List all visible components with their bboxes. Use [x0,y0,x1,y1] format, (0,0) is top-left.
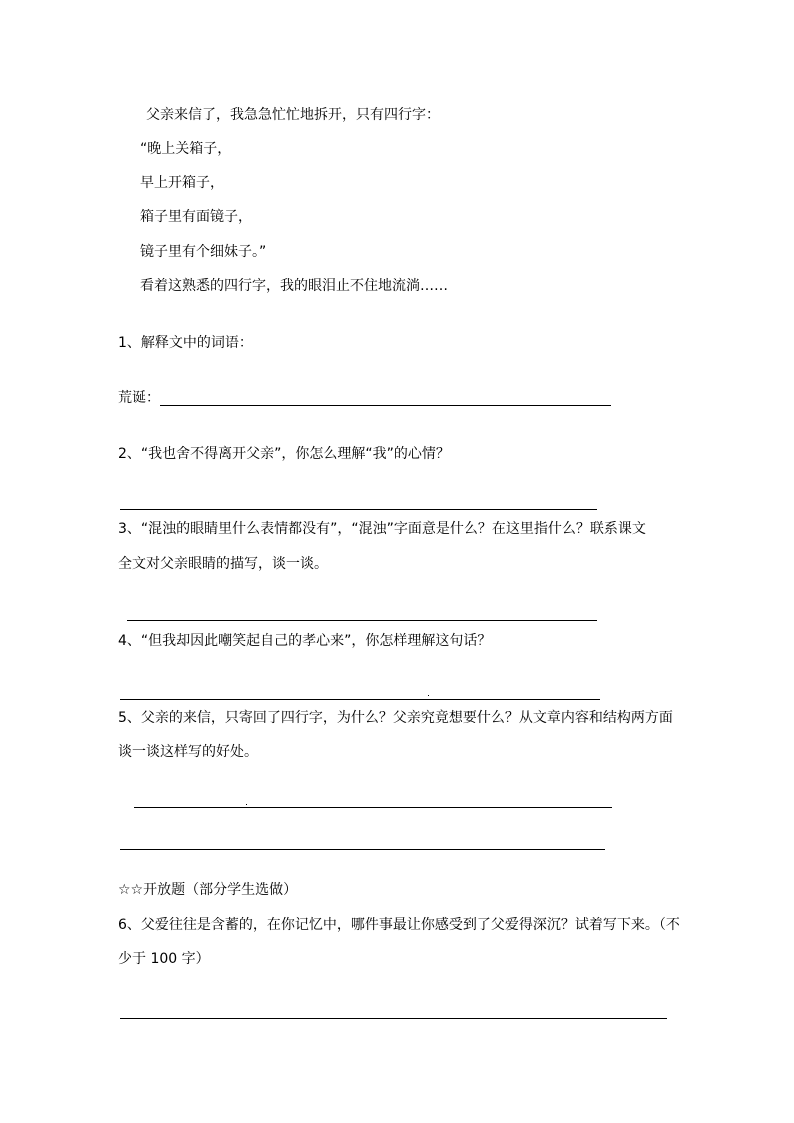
question-4: 4、“但我却因此嘲笑起自己的孝心来”，你怎样理解这句话？ [118,633,492,649]
answer-line-q6[interactable] [120,1018,667,1019]
stray-dot [246,804,247,805]
passage-line-3: 早上开箱子， [140,175,224,191]
stray-dot [428,695,429,696]
question-3-line-2: 全文对父亲眼睛的描写，谈一谈。 [118,556,328,572]
answer-line-q4[interactable] [120,699,600,700]
passage-line-6: 看着这熟悉的四行字，我的眼泪止不住地流淌…… [140,278,448,294]
question-3-line-1: 3、“混浊的眼睛里什么表情都没有”，“混浊”字面意是什么？在这里指什么？联系课文 [118,521,646,537]
question-1: 1、解释文中的词语： [118,335,253,351]
answer-line-q2[interactable] [120,509,597,510]
answer-line-q1[interactable] [160,405,611,406]
answer-line-q3[interactable] [127,620,597,621]
question-5-line-2: 谈一谈这样写的好处。 [118,744,258,760]
passage-line-2: “晚上关箱子， [140,141,232,157]
passage-line-1: 父亲来信了，我急急忙忙地拆开，只有四行字： [146,107,440,123]
answer-line-q5-b[interactable] [120,849,605,850]
question-5-line-1: 5、父亲的来信，只寄回了四行字，为什么？父亲究竟想要什么？从文章内容和结构两方面 [118,710,673,726]
question-6-line-1: 6、父爱往往是含蓄的，在你记忆中，哪件事最让你感受到了父爱得深沉？试着写下来。（不 [118,917,680,933]
open-question-title: ☆☆开放题（部分学生选做） [118,882,298,898]
answer-line-q5-a[interactable] [134,807,612,808]
passage-line-5: 镜子里有个细妹子。” [140,244,267,260]
question-1-term: 荒诞： [118,390,160,406]
question-2: 2、“我也舍不得离开父亲”，你怎么理解“我”的心情？ [118,446,450,462]
question-6-line-2: 少于 100 字） [118,951,210,967]
passage-line-4: 箱子里有面镜子， [140,209,252,225]
